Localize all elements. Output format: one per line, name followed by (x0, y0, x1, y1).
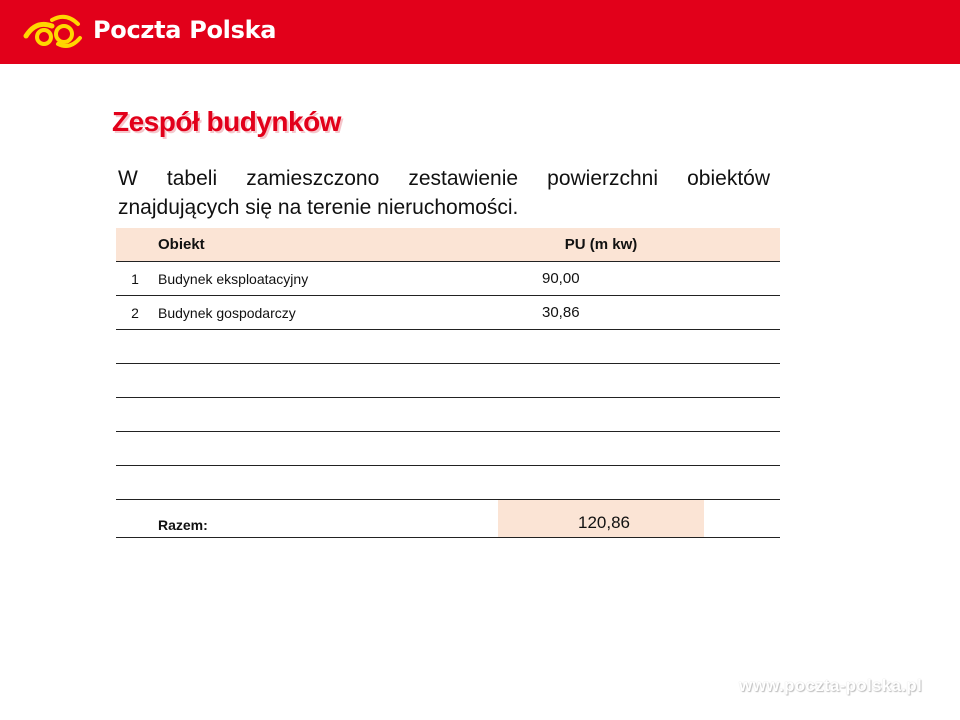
table-row (116, 364, 780, 398)
building-area-table (116, 228, 780, 538)
poczta-polska-logo-icon (22, 10, 84, 50)
row-area (498, 432, 704, 466)
row-spacer (704, 330, 780, 364)
row-number (116, 364, 154, 398)
row-spacer (704, 262, 780, 296)
row-spacer (704, 296, 780, 330)
row-area (498, 364, 704, 398)
header-object: Obiekt (154, 228, 498, 262)
total-label: Razem: (154, 500, 498, 538)
row-object-name: Budynek eksploatacyjny (154, 262, 498, 296)
row-area (498, 330, 704, 364)
row-number (116, 330, 154, 364)
table-header-row (116, 228, 780, 262)
row-spacer (704, 466, 780, 500)
row-area (498, 466, 704, 500)
header-area: PU (m kw) (498, 228, 704, 262)
row-number (116, 432, 154, 466)
header-number (116, 228, 154, 262)
header-bar (0, 0, 960, 64)
brand-name: Poczta Polska (93, 16, 277, 44)
row-spacer (704, 432, 780, 466)
total-row (116, 500, 780, 538)
header-spacer (704, 228, 780, 262)
row-spacer (704, 364, 780, 398)
row-object-name (154, 466, 498, 500)
table-row (116, 262, 780, 296)
row-area: 30,86 (498, 296, 704, 330)
row-object-name: Budynek gospodarczy (154, 296, 498, 330)
total-value: 120,86 (498, 500, 704, 538)
footer-url: www.poczta-polska.pl (739, 676, 922, 695)
row-object-name (154, 398, 498, 432)
row-spacer (704, 398, 780, 432)
intro-text: W tabeli zamieszczono zestawienie powierzchni obiektów znajdujących się na terenie nieruchomości. (118, 167, 770, 219)
table-row (116, 296, 780, 330)
total-number (116, 500, 154, 538)
row-object-name (154, 364, 498, 398)
row-number: 1 (116, 262, 154, 296)
table-row (116, 398, 780, 432)
row-number: 2 (116, 296, 154, 330)
row-area: 90,00 (498, 262, 704, 296)
table-row (116, 432, 780, 466)
row-number (116, 398, 154, 432)
table-row (116, 330, 780, 364)
slide-title: Zespół budynków (112, 106, 341, 137)
row-area (498, 398, 704, 432)
row-object-name (154, 330, 498, 364)
row-number (116, 466, 154, 500)
row-object-name (154, 432, 498, 466)
table-row (116, 466, 780, 500)
total-spacer (704, 500, 780, 538)
